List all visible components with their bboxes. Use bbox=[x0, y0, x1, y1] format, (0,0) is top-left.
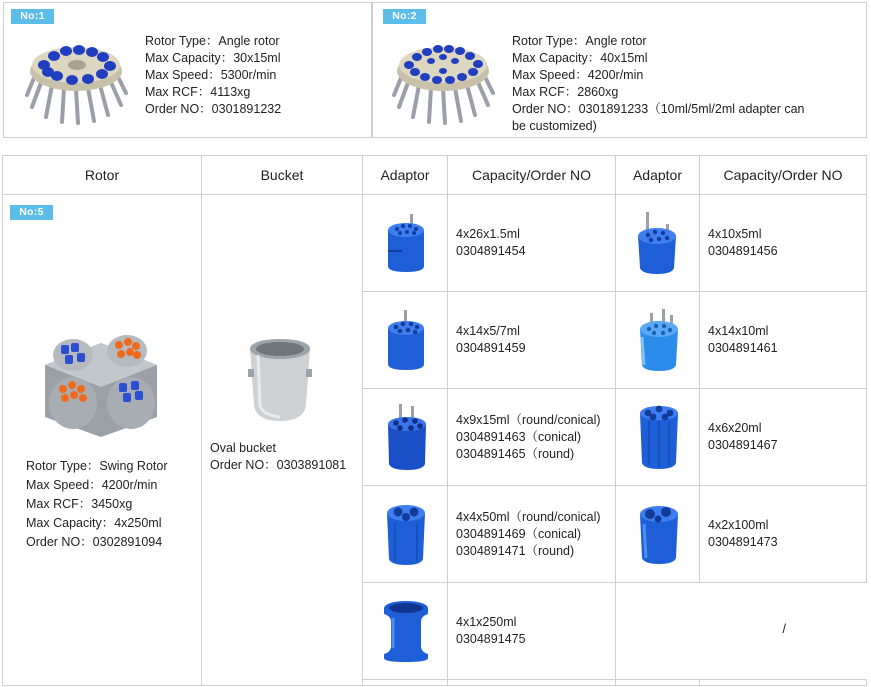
order-no: Order NO：0301891232 bbox=[145, 102, 282, 116]
order-number: 0304891456 bbox=[708, 244, 778, 258]
adaptor-1x250ml-icon bbox=[363, 598, 447, 664]
adaptor-image-cell bbox=[363, 486, 448, 583]
max-capacity: Max Capacity：4x250ml bbox=[26, 516, 162, 530]
angle-rotor-icon bbox=[24, 25, 129, 125]
adaptor-2x100ml-icon bbox=[616, 502, 699, 566]
max-rcf: Max RCF：3450xg bbox=[26, 497, 133, 511]
rotor-specs bbox=[145, 33, 281, 118]
bucket-name: Oval bucket bbox=[210, 441, 277, 455]
capacity-cell bbox=[448, 292, 616, 389]
bucket-cell bbox=[202, 195, 363, 686]
max-rcf: Max RCF：4113xg bbox=[145, 85, 251, 99]
capacity-cell bbox=[700, 486, 867, 583]
rotor-badge: No:1 bbox=[11, 9, 54, 24]
capacity-cell bbox=[700, 195, 867, 292]
capacity-cell bbox=[700, 389, 867, 486]
capacity-value: 4x1x250ml bbox=[456, 615, 517, 629]
capacity-value: 4x6x20ml bbox=[708, 421, 762, 435]
swing-rotor-icon bbox=[35, 325, 167, 440]
order-number: 0304891473 bbox=[708, 535, 778, 549]
order-number: 0304891469（conical) bbox=[456, 526, 582, 541]
order-number: 0304891463（conical) bbox=[456, 429, 582, 444]
table-header-row bbox=[3, 156, 867, 195]
rotor-cell bbox=[3, 195, 202, 686]
max-rcf: Max RCF：2860xg bbox=[512, 85, 619, 99]
rotor-specs bbox=[512, 33, 805, 135]
capacity-cell bbox=[448, 195, 616, 292]
capacity-value: 4x9x15ml（round/conical) bbox=[456, 412, 601, 427]
empty-adaptor-cell bbox=[616, 583, 867, 680]
order-number: 0304891461 bbox=[708, 341, 778, 355]
adaptor-image-cell bbox=[363, 389, 448, 486]
adaptor-image-cell bbox=[616, 486, 700, 583]
rotor-type: Rotor Type：Swing Rotor bbox=[26, 459, 168, 473]
capacity-value: 4x10x5ml bbox=[708, 227, 762, 241]
rotor-badge: No:5 bbox=[10, 205, 53, 220]
rotor-adaptor-table bbox=[2, 155, 867, 686]
capacity-value: 4x2x100ml bbox=[708, 518, 769, 532]
adaptor-image-cell bbox=[363, 195, 448, 292]
header-capacity-order: Capacity/Order NO bbox=[448, 156, 616, 195]
adaptor-image-cell bbox=[363, 292, 448, 389]
order-no-continued: be customized) bbox=[512, 119, 597, 133]
rotor-badge: No:2 bbox=[383, 9, 426, 24]
header-adaptor-2: Adaptor bbox=[616, 156, 700, 195]
capacity-cell bbox=[448, 486, 616, 583]
header-bucket: Bucket bbox=[202, 156, 363, 195]
adaptor-image-cell bbox=[616, 389, 700, 486]
capacity-cell bbox=[700, 292, 867, 389]
table-row bbox=[3, 195, 867, 292]
rotor-type: Rotor Type：Angle rotor bbox=[512, 34, 647, 48]
max-capacity: Max Capacity：40x15ml bbox=[512, 51, 648, 65]
empty-slash: / bbox=[782, 622, 786, 636]
oval-bucket-icon bbox=[244, 335, 316, 425]
adaptor-image-cell bbox=[616, 292, 700, 389]
adaptor-4x50ml-icon bbox=[363, 501, 447, 567]
swing-rotor-specs bbox=[26, 457, 168, 552]
capacity-cell bbox=[448, 389, 616, 486]
max-speed: Max Speed：4200r/min bbox=[512, 68, 644, 82]
rotor-card-1 bbox=[3, 2, 372, 138]
capacity-value: 4x26x1.5ml bbox=[456, 227, 520, 241]
adaptor-26x1.5ml-icon bbox=[363, 212, 447, 274]
adaptor-6x20ml-icon bbox=[616, 403, 699, 471]
angle-rotor-icon bbox=[391, 25, 496, 125]
capacity-value: 4x14x10ml bbox=[708, 324, 769, 338]
adaptor-image-cell bbox=[616, 195, 700, 292]
max-speed: Max Speed：4200r/min bbox=[26, 478, 158, 492]
rotor-type: Rotor Type：Angle rotor bbox=[145, 34, 280, 48]
order-number: 0304891459 bbox=[456, 341, 526, 355]
adaptor-9x15ml-icon bbox=[363, 402, 447, 472]
bucket-order-no: Order NO：0303891081 bbox=[210, 458, 347, 472]
order-number: 0304891454 bbox=[456, 244, 526, 258]
adaptor-image-cell bbox=[363, 583, 448, 680]
rotor-card-2 bbox=[372, 2, 867, 138]
capacity-value: 4x14x5/7ml bbox=[456, 324, 520, 338]
adaptor-14x10ml-icon bbox=[616, 307, 699, 373]
header-capacity-order-2: Capacity/Order NO bbox=[700, 156, 867, 195]
bucket-specs bbox=[210, 440, 346, 474]
adaptor-10x5ml-icon bbox=[616, 210, 699, 276]
capacity-cell bbox=[448, 583, 616, 680]
order-number: 0304891465（round) bbox=[456, 446, 575, 461]
header-adaptor: Adaptor bbox=[363, 156, 448, 195]
order-number: 0304891467 bbox=[708, 438, 778, 452]
order-number: 0304891471（round) bbox=[456, 543, 575, 558]
capacity-value: 4x4x50ml（round/conical) bbox=[456, 509, 601, 524]
adaptor-14x5ml-icon bbox=[363, 308, 447, 372]
order-number: 0304891475 bbox=[456, 632, 526, 646]
header-rotor: Rotor bbox=[3, 156, 202, 195]
max-capacity: Max Capacity：30x15ml bbox=[145, 51, 281, 65]
order-no: Order NO：0302891094 bbox=[26, 535, 163, 549]
order-no: Order NO：0301891233（10ml/5ml/2ml adapter can bbox=[512, 102, 805, 116]
max-speed: Max Speed：5300r/min bbox=[145, 68, 277, 82]
